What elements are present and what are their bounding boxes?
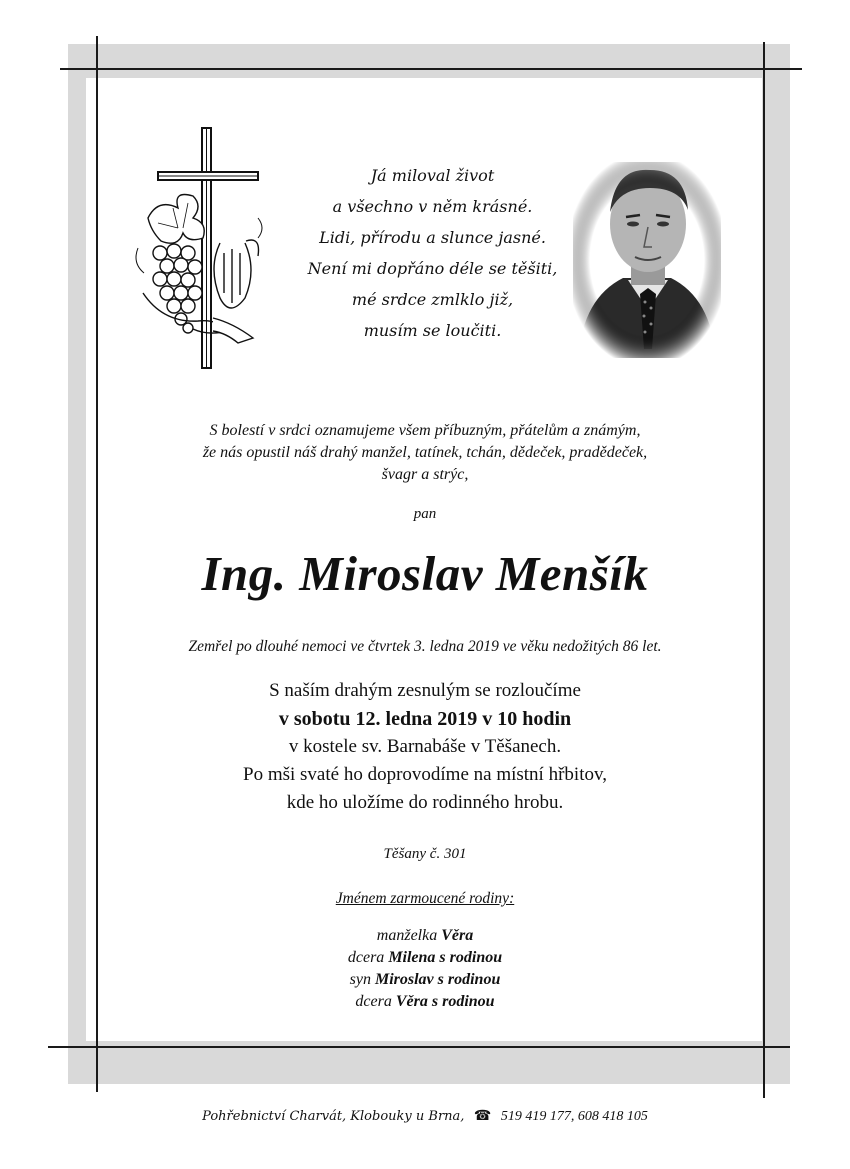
announcement-line: že nás opustil náš drahý manžel, tatínek, tchán, dědeček, pradědeček, xyxy=(202,444,648,461)
mourner-relation: dcera xyxy=(347,949,385,966)
footer xyxy=(100,1108,750,1125)
mourners-list xyxy=(100,925,750,1013)
mourner-name: Věra s rodinou xyxy=(395,993,495,1010)
list-item xyxy=(100,947,750,969)
list-item xyxy=(100,969,750,991)
family-address: Těšany č. 301 xyxy=(383,846,467,862)
funeral-line: S naším drahým zesnulým se rozloučíme xyxy=(269,680,581,701)
mourner-name: Milena s rodinou xyxy=(388,949,503,966)
mourners-heading xyxy=(100,890,750,908)
name-prefix: pan xyxy=(413,506,437,522)
funeral-details xyxy=(100,677,750,817)
announcement-line: švagr a strýc, xyxy=(381,466,469,483)
funeral-line: kde ho uložíme do rodinného hrobu. xyxy=(286,792,564,813)
mourner-relation: syn xyxy=(349,971,371,988)
list-item xyxy=(100,991,750,1013)
poem-line: Já miloval život xyxy=(370,166,495,185)
mourner-name: Věra xyxy=(441,927,474,944)
deceased-name: Ing. Miroslav Menšík xyxy=(201,546,649,601)
mourner-name: Miroslav s rodinou xyxy=(374,971,501,988)
poem xyxy=(305,160,560,346)
telephone-icon: ☎ xyxy=(473,1109,492,1124)
mourners-heading-text: Jménem zarmoucené rodiny: xyxy=(335,890,515,907)
mourner-relation: dcera xyxy=(355,993,392,1010)
phone-numbers: 519 419 177, 608 418 105 xyxy=(500,1109,648,1124)
funeral-date-time: v sobotu 12. ledna 2019 v 10 hodin xyxy=(278,708,572,730)
death-notice: Zemřel po dlouhé nemoci ve čtvrtek 3. ledna 2019 ve věku nedožitých 86 let. xyxy=(188,638,662,655)
poem-line: a všechno v něm krásné. xyxy=(332,197,533,216)
poem-line: Lidi, přírodu a slunce jasné. xyxy=(319,228,546,247)
poem-line: Není mi dopřáno déle se těšiti, xyxy=(307,259,558,278)
mourner-relation: manželka xyxy=(376,927,438,944)
poem-line: mé srdce zmlklo již, xyxy=(351,290,514,309)
funeral-home-name: Pohřebnictví Charvát, Klobouky u Brna, xyxy=(202,1109,465,1124)
frame-rule-top xyxy=(60,68,802,70)
announcement-text xyxy=(100,420,750,486)
cross-icon xyxy=(128,123,273,373)
list-item xyxy=(100,925,750,947)
announcement-line: S bolestí v srdci oznamujeme všem příbuzným, přátelům a známým, xyxy=(209,422,641,439)
funeral-line: v kostele sv. Barnabáše v Těšanech. xyxy=(288,736,562,757)
portrait-photo xyxy=(573,162,721,358)
funeral-line: Po mši svaté ho doprovodíme na místní hřbitov, xyxy=(243,764,607,785)
poem-line: musím se loučiti. xyxy=(363,321,502,340)
frame-rule-bottom xyxy=(48,1046,790,1048)
